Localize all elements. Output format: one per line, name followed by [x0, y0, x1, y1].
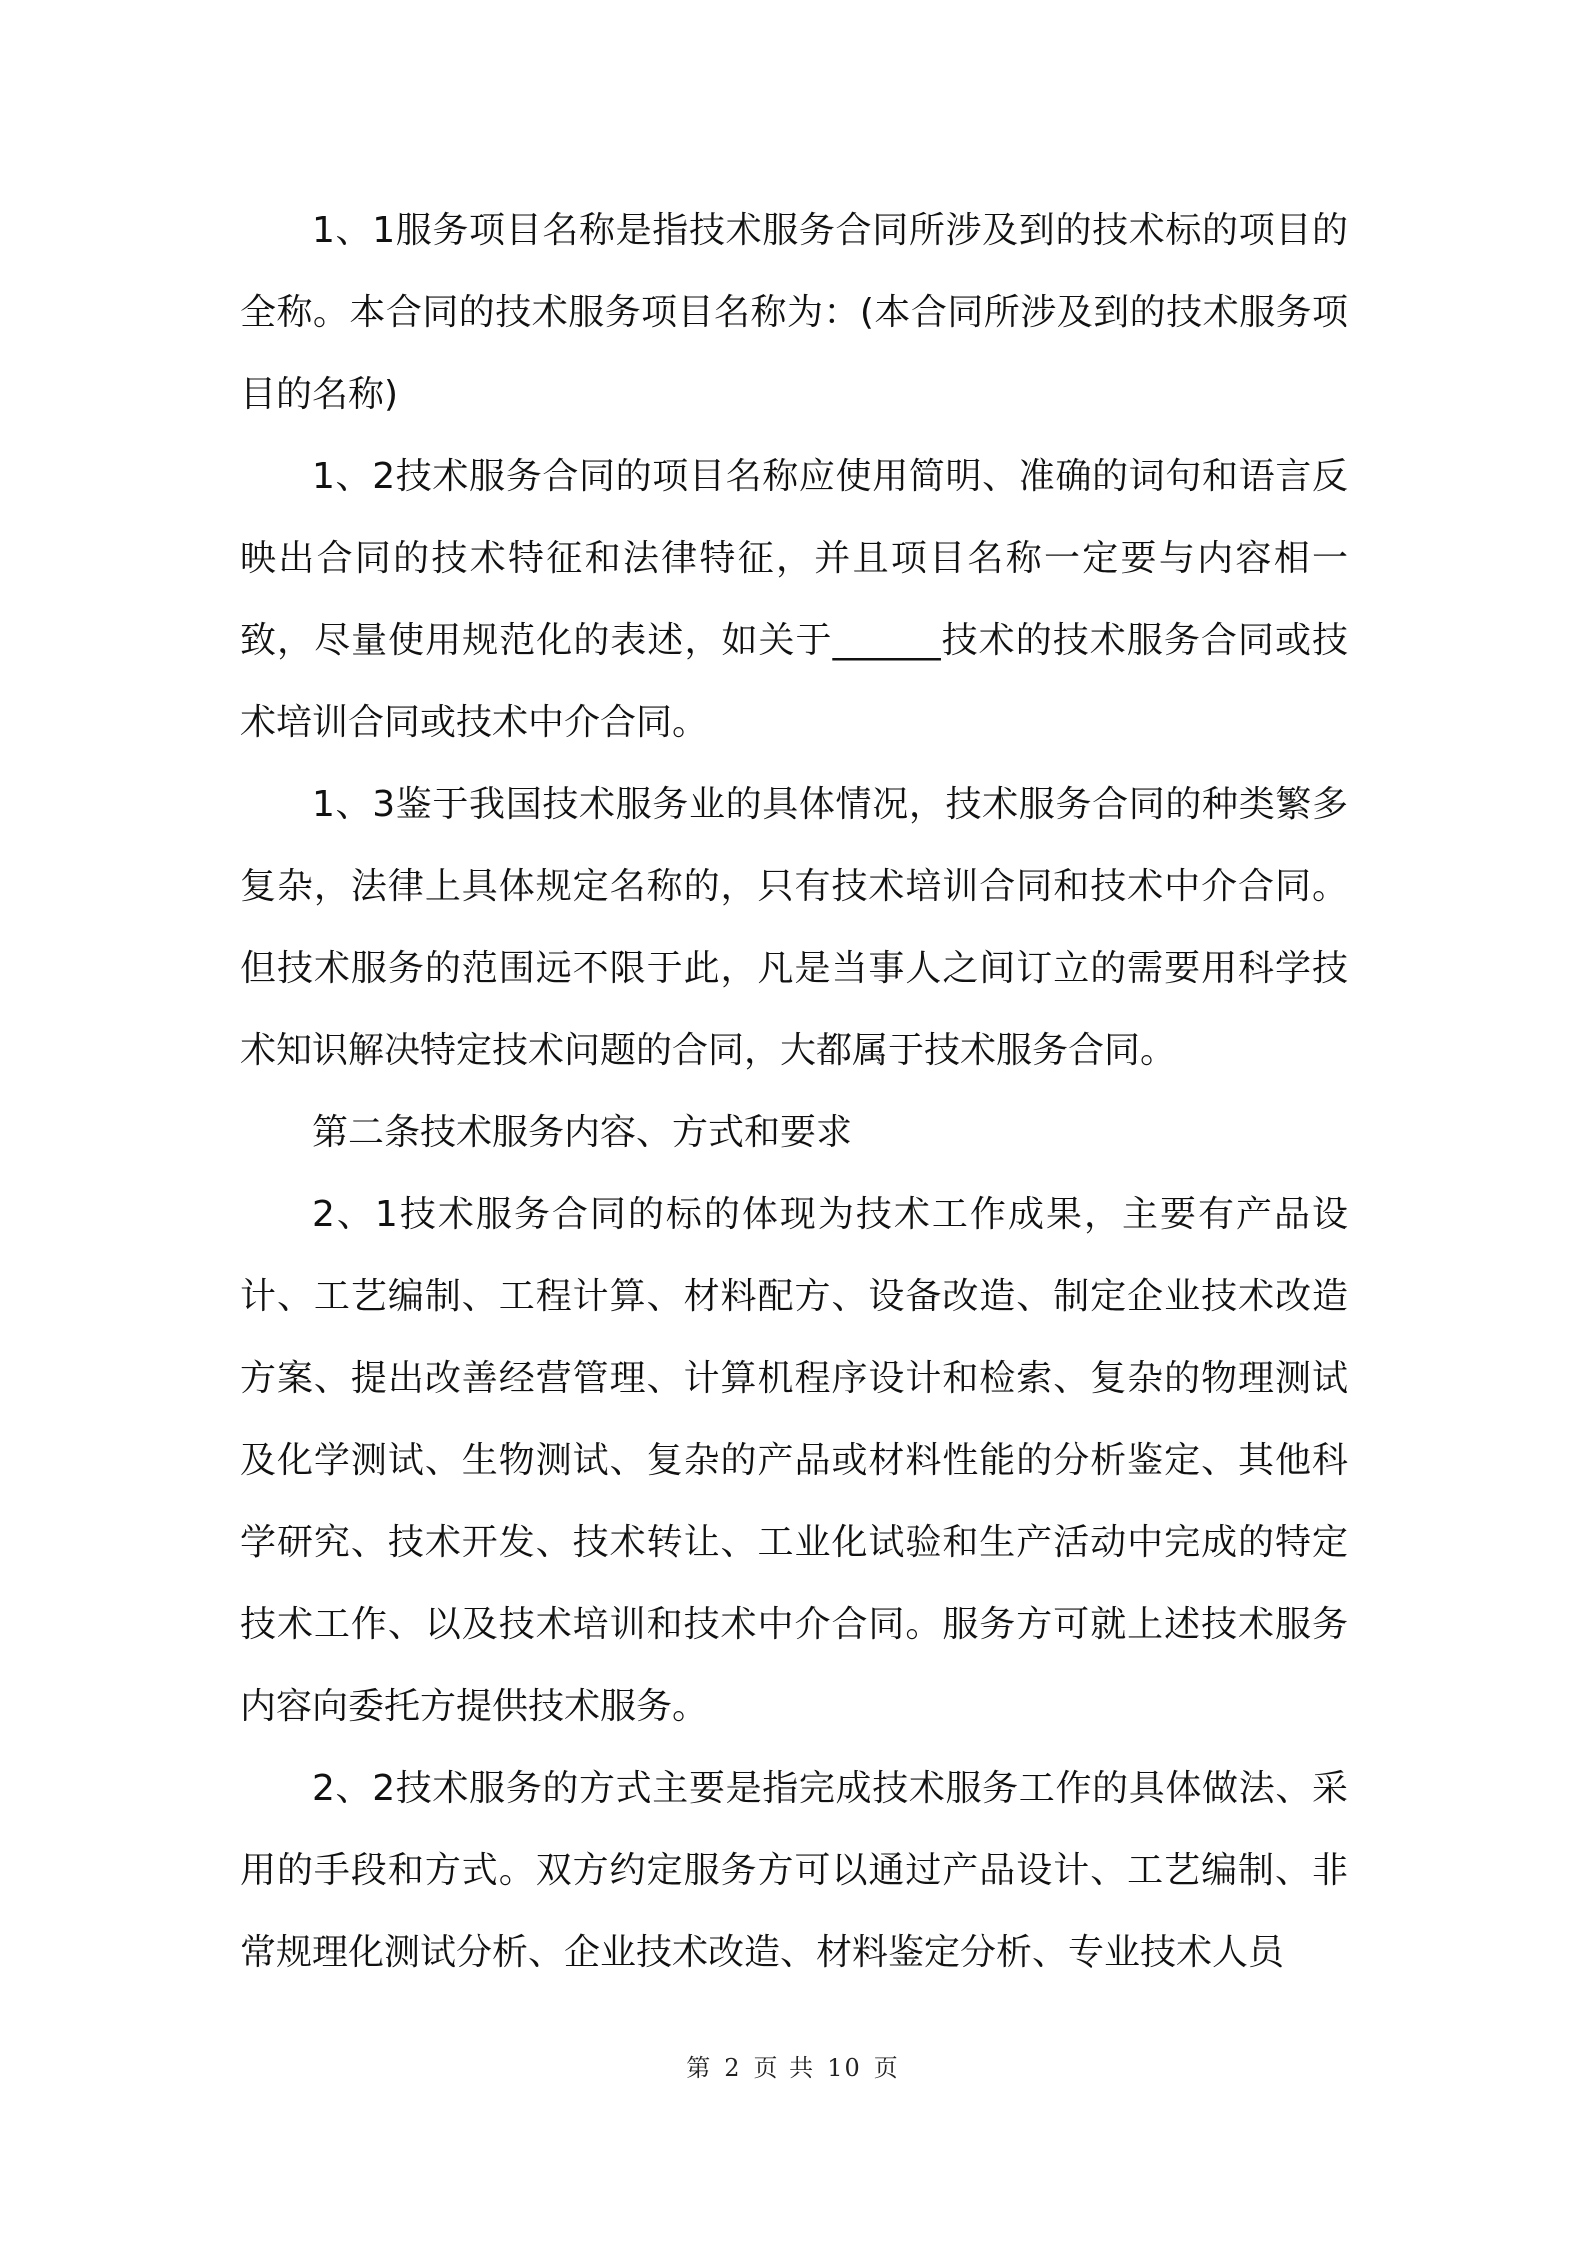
- paragraph-1-3: 1、3鉴于我国技术服务业的具体情况，技术服务合同的种类繁多复杂，法律上具体规定名称的，只有技术培训合同和技术中介合同。但技术服务的范围远不限于此，凡是当事人之间订立的需要用科学技术知识解决特定技术问题的合同，大都属于技术服务合同。: [240, 784, 1348, 1071]
- page-number-footer: [0, 2048, 1586, 2083]
- section-heading-article-2: 第二条技术服务内容、方式和要求: [312, 1112, 853, 1153]
- current-page-number: 2: [724, 2054, 742, 2082]
- page-suffix: 页: [873, 2054, 900, 2082]
- document-body: [240, 190, 1348, 1994]
- paragraph-2-1: 2、1技术服务合同的标的体现为技术工作成果，主要有产品设计、工艺编制、工程计算、材料配方、设备改造、制定企业技术改造方案、提出改善经营管理、计算机程序设计和检索、复杂的物理测试及化学测试、生物测试、复杂的产品或材料性能的分析鉴定、其他科学研究、技术开发、技术转让、工业化试验和生产活动中完成的特定技术工作、以及技术培训和技术中介合同。服务方可就上述技术服务内容向委托方提供技术服务。: [240, 1194, 1348, 1727]
- paragraph-2-2: 2、2技术服务的方式主要是指完成技术服务工作的具体做法、采用的手段和方式。双方约定服务方可以通过产品设计、工艺编制、非常规理化测试分析、企业技术改造、材料鉴定分析、专业技术人员: [240, 1768, 1348, 1973]
- paragraph-1-2: 1、2技术服务合同的项目名称应使用简明、准确的词句和语言反映出合同的技术特征和法律特征，并且项目名称一定要与内容相一致，尽量使用规范化的表述，如关于______技术的技术服务合同或技术培训合同或技术中介合同。: [240, 456, 1348, 743]
- page-middle-text: 页 共: [753, 2054, 816, 2082]
- total-page-number: 10: [827, 2054, 862, 2082]
- paragraph-1-1: 1、1服务项目名称是指技术服务合同所涉及到的技术标的项目的全称。本合同的技术服务项目名称为：(本合同所涉及到的技术服务项目的名称): [240, 210, 1348, 415]
- page-prefix: 第: [686, 2054, 713, 2082]
